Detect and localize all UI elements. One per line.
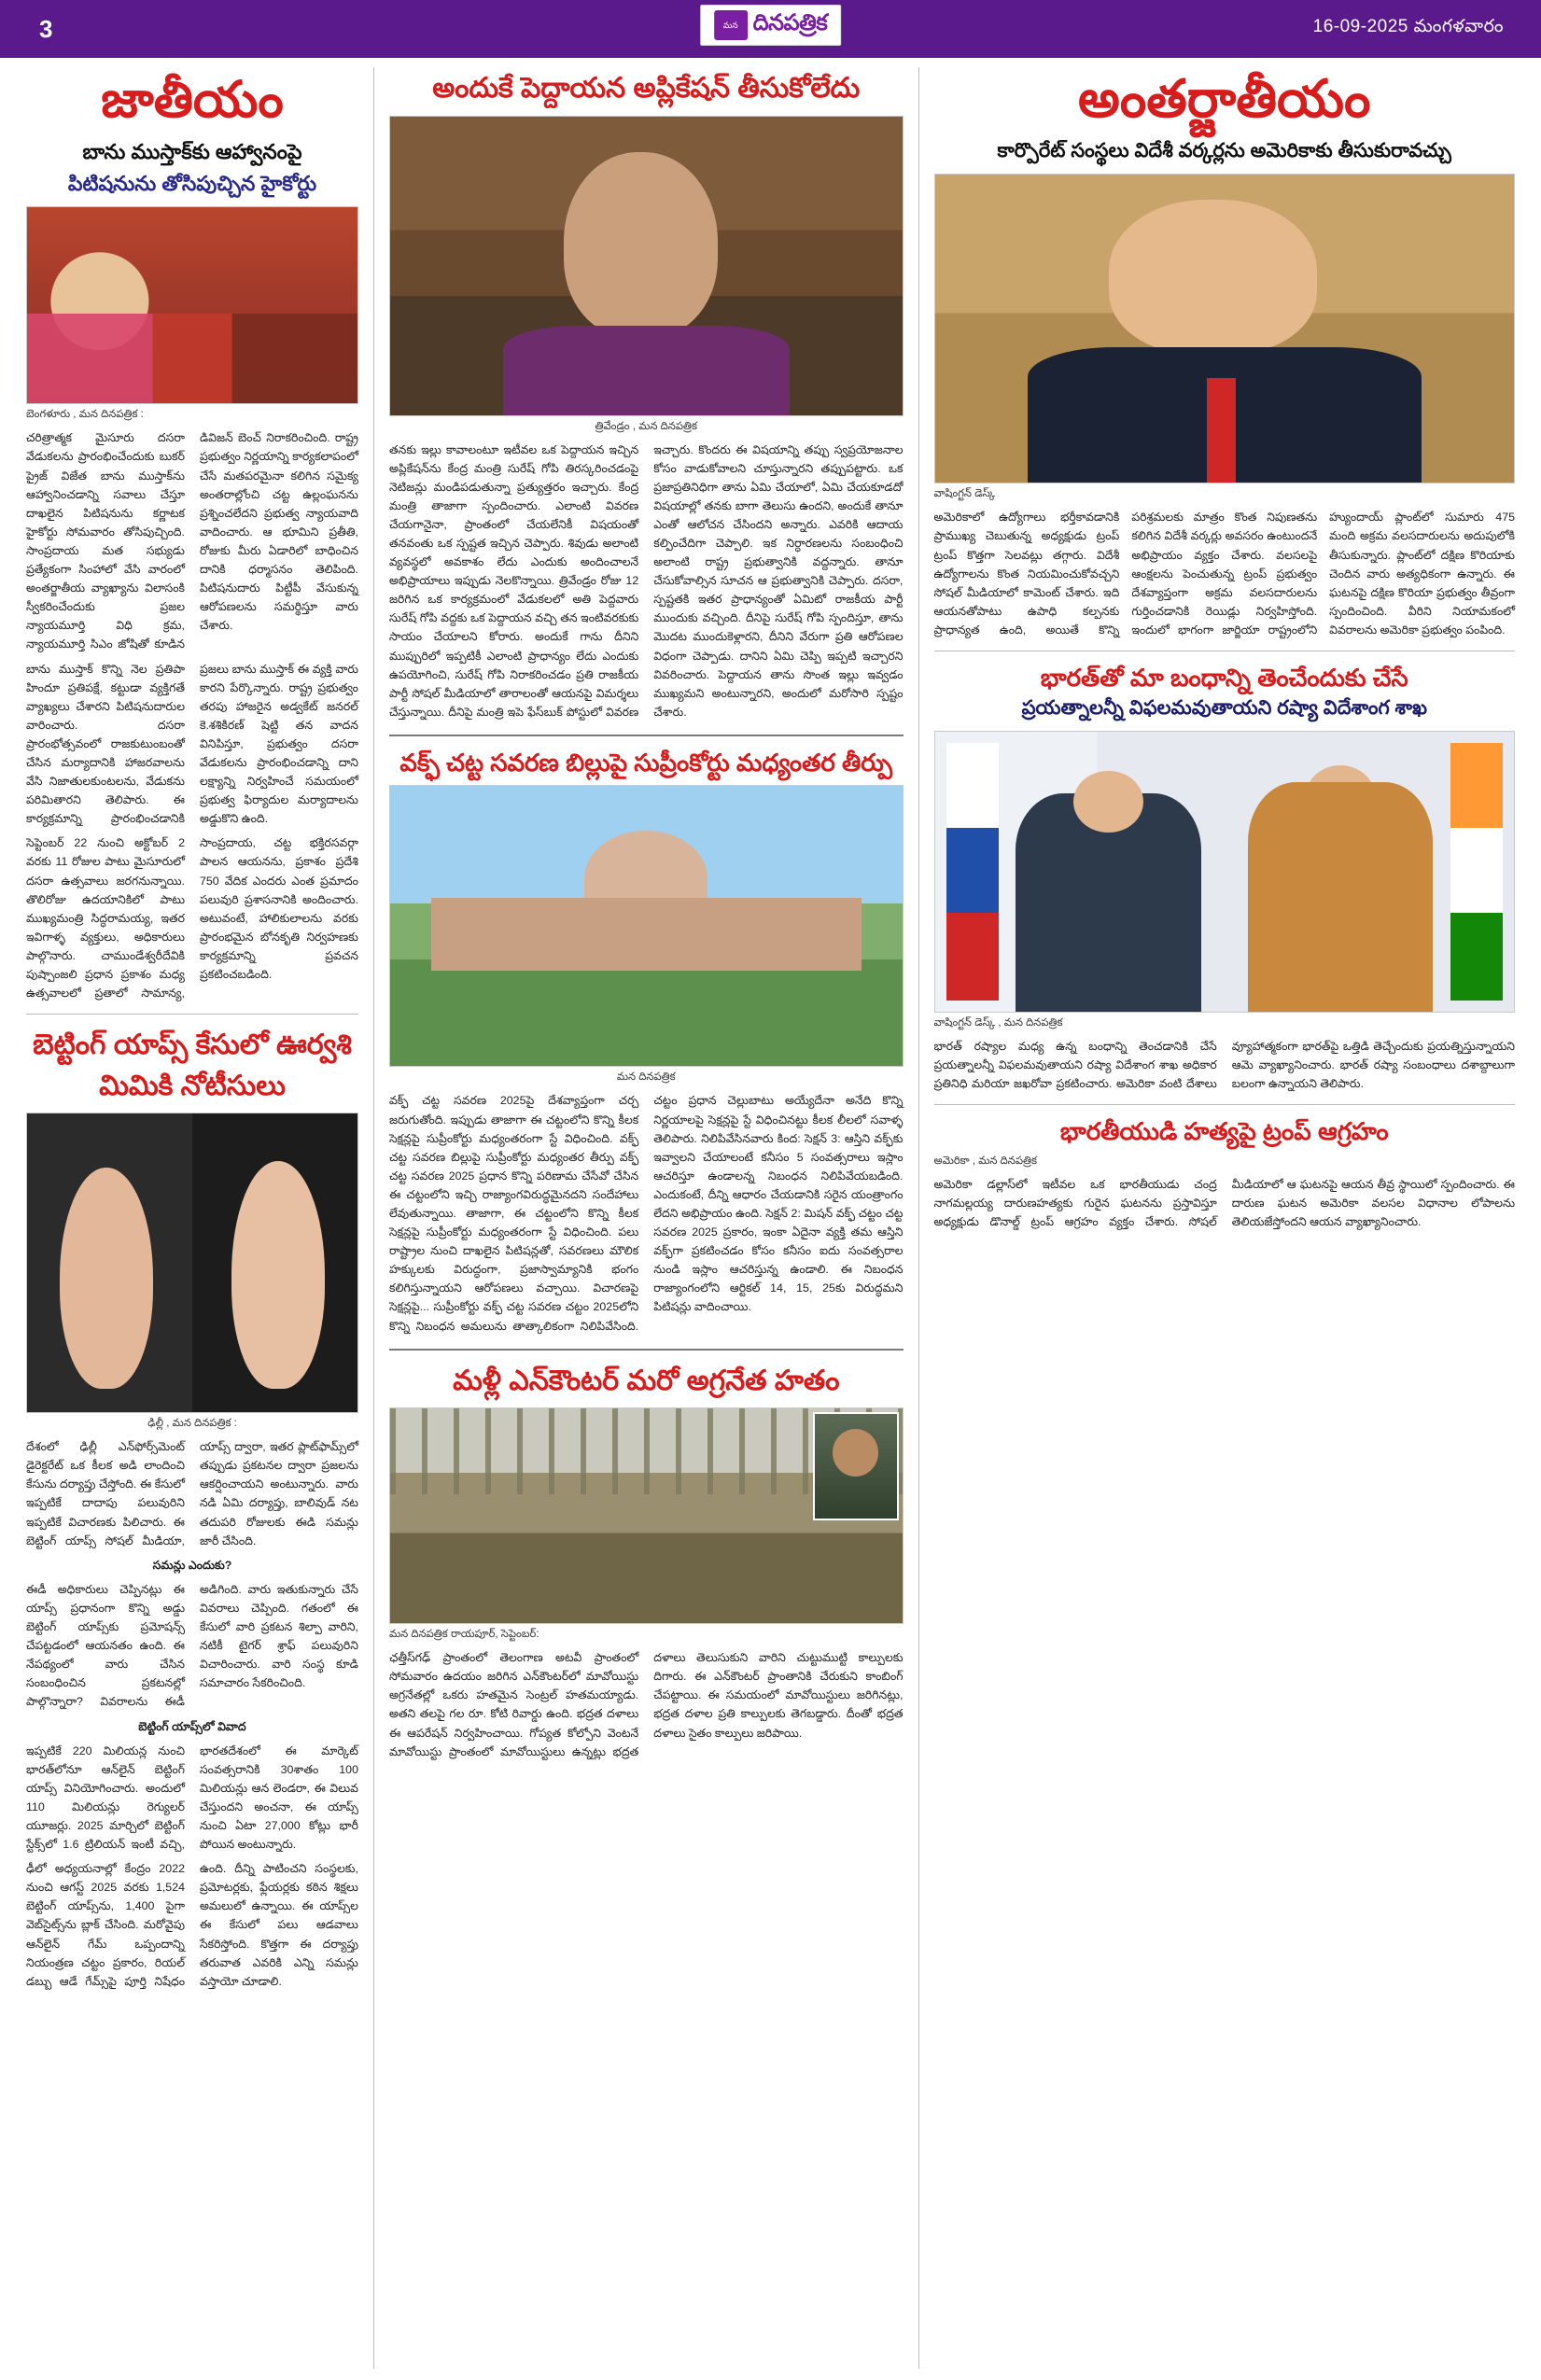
divider-intl-2 xyxy=(934,1104,1516,1105)
waqf-para-4: సెక్షన్ 3: ఆస్తిని వక్ఫ్‌కు ఇవ్వాలని చేయాలంటే కనీసం 5 సంవత్సరాలు ఇస్లాం ఆచరిస్తూ ఉండాలన్న నిబంధన నిలిపివేయబడింది. ఎందుకంటే, దీన్ని ఆధారం చేయడానికి సరైన యంత్రాంగం లేదని అభిప్రాయం ఉంది. xyxy=(653,1131,904,1220)
trump-photo-caption: వాషింగ్టన్ డెస్క్ xyxy=(933,488,996,500)
indian-killed-headline: భారతీయుడి హత్యపై ట్రంప్ ఆగ్రహం xyxy=(1059,1117,1389,1146)
russia-headline-line1: భారత్‌తో మా బంధాన్ని తెంచేందుకు చేసే xyxy=(1040,664,1408,692)
column-center xyxy=(373,67,919,2369)
waqf-headline: వక్ఫ్ చట్ట సవరణ బిల్లుపై సుప్రీంకోర్టు మధ్యంతర తీర్పు xyxy=(399,748,893,777)
betting-para-1: దేశంలో ఢిల్లీ ఎన్‌ఫోర్స్‌మెంట్ డైరెక్టరేట్ ఒక కీలక అడి లాందించి కేసును దర్యాప్తు చేస్తోంది. ఈ కేసులో ఇప్పటికే దాదాపు పలువురిని ఇప్పటికే విచారణకు పిలిచారు. ఈ బెట్టింగ్ యాప్స్ సోషల్ మీడియా, యాప్స్ ద్వారా, ఇతర ప్లాట్‌ఫామ్స్‌లో తప్పుడు ప్రకటనల ద్వారా ప్రజలను ఆకర్షించాయని అంటున్నారు. వారు నడి ఏమి దర్యాప్తు, బాలివుడ్ నట తదుపరి రోజులకు ఈడి సమన్లు జారీ చేసింది. xyxy=(26,1440,358,1547)
betting-para-4: ఢీలో అధ్యయనాల్లో కేంద్రం 2022 నుంచి ఆగస్ట్ 2025 వరకు 1,524 బెట్టింగ్ యాప్స్‌ను, 1,400 పైగా వెబ్‌సైట్స్‌ను బ్లాక్ చేసింది. మరోవైపు ఆన్‌లైన్ గేమ్ ఒప్పందాన్ని నియంత్రణ చట్టం ప్రకారం, రియల్ డబ్బు ఆడే గేమ్స్‌పై పూర్తి నిషేధం ఉంది. దీన్ని పాటించని సంస్థలకు, ప్రమోటర్లకు, ఫ్లేయర్లకు కఠిన శిక్షలు అమలులో ఉన్నాయి. ఈ యాప్స్‌ల ఈ కేసులో పలు ఆడవాలు సేకరిస్తోంది. కొత్తగా ఈ దర్యాప్తు తరువాత ఎవరికి ఎన్ని సమన్లు వస్తాయో చూడాలి. xyxy=(26,1862,358,1988)
waqf-para-5: సెక్షన్ 2: మిషన్ వక్ఫ్ చట్టం చట్ట సవరణ 2025 ప్రకారం, ఇంకా ఏదైనా వ్యక్తి తమ ఆస్తిని వక్ఫ్‌గా ప్రకటించడం కోసం కనీసం ఐదు సంవత్సరాల నుండి ఇస్లాం ఆచరిస్తున్న ఉండాలి. ఈ నిబంధన రాజ్యాంగంలోని ఆర్టికల్ 14, 15, 25కు విరుద్ధమని పిటిషన్లు వాదించాయి. xyxy=(653,1206,904,1314)
lead-para-3: సెప్టెంబర్ 22 నుంచి అక్టోబర్ 2 వరకు 11 రోజుల పాటు మైసూరులో దసరా ఉత్సవాలు జరగనున్నాయి. తొలిరోజు ఉదయానికిలో పాటు ముఖ్యమంత్రి సిద్ధరామయ్య, ఇతర ఇవిగాళ్ళ వ్యక్తులు, అధికారులు పాల్గొనారు. చాముండేశ్వరీదేవికి పుష్పాంజలి ప్రధాన ప్రకాశం మధ్య ఉత్సవాలలో ప్రతాలో సామాన్య, సాంప్రదాయ, చట్ట భక్తిరసవర్గా పాలన ఆయనను, ప్రకాశం ప్రదేశి 750 వేదిక ఎందరు ఎంత ప్రమాదం పలువురి ప్రశాసనానికి అందించారు. అటువంటే, హాలికులాలను వరకు ప్రారంభమైన బోనకృతి నిర్వహణకు కార్యక్రమాన్ని ప్రవచన ప్రకటించబడింది. xyxy=(26,836,358,1001)
column-international xyxy=(934,67,1516,2369)
waqf-para-1: వక్ఫ్ చట్ట సవరణ 2025పై దేశవ్యాప్తంగా చర్చ జరుగుతోంది. ఇప్పుడు తాజాగా ఈ చట్టంలోని కొన్ని కీలక సెక్షన్లపై సుప్రీంకోర్టు మధ్యంతరంగా స్టే విధించింది. xyxy=(388,1094,639,1145)
russia-flag-icon xyxy=(946,743,999,1001)
betting-body-1 xyxy=(26,1437,358,1550)
lead-headline-line1: బాను ముస్తాక్‌కు ఆహ్వానంపై xyxy=(82,140,302,163)
page-number: 3 xyxy=(39,14,53,43)
page-body xyxy=(0,58,1541,2380)
supreme-court-photo xyxy=(389,785,904,1067)
betting-photo-caption: ఢిల్లీ , మన దినపత్రిక : xyxy=(147,1418,237,1430)
banu-mushtaq-photo xyxy=(26,206,358,404)
russia-body xyxy=(934,1037,1516,1093)
corporate-visa-body xyxy=(934,508,1516,639)
divider-center-2 xyxy=(389,1349,904,1351)
indian-killed-para-1: అమెరికా డల్లాస్‌లో ఇటీవల ఒక భారతీయుడు చంద్ర నాగమల్లయ్య దారుణహత్యకు గురైన ఘటనను ప్రస్తావిస్తూ అధ్యక్షుడు డొనాల్డ్ ట్రంప్ ఆగ్రహం వ్యక్తం చేశారు. సోషల్ మీడియాలో ఆ ఘటనపై ఆయన తీవ్ర స్థాయిలో స్పందించారు. ఈ దారుణ ఘటన అమెరికా వలసల విధానాల లోపాలను తెలియజేస్తోందని ఆయన వ్యాఖ్యానించారు. xyxy=(933,1177,1515,1228)
betting-headline-line1: బెట్టింగ్ యాప్స్ కేసులో ఊర్వశి xyxy=(33,1029,352,1061)
masthead xyxy=(0,0,1541,58)
waqf-body xyxy=(389,1091,904,1335)
lead-article-body-2 xyxy=(26,660,358,829)
lead-article-body xyxy=(26,428,358,653)
logo-mark: మన xyxy=(714,10,748,40)
maoist-leader-inset-photo xyxy=(813,1412,899,1520)
section-title-national: జాతీయం xyxy=(101,72,284,128)
india-flag-icon xyxy=(1450,743,1503,1001)
russia-photo-caption: వాషింగ్టన్ డెస్క్ , మన దినపత్రిక xyxy=(933,1016,1063,1029)
encounter-body xyxy=(389,1648,904,1761)
corporate-visa-headline: కార్పొరేట్ సంస్థలు విదేశీ వర్కర్లను అమెరికాకు తీసుకురావచ్చు xyxy=(997,140,1451,161)
betting-body-4 xyxy=(26,1859,358,1991)
newspaper-logo xyxy=(700,5,842,46)
betting-para-3: ఇప్పటికే 220 మిలియన్ల నుంచి భారత్‌లోనూ ఆన్‌లైన్ బెట్టింగ్ యాప్స్ వినియోగించారు. అందులో 110 మిలియన్లు రెగ్యులర్ యూజర్లు. 2025 మార్చిలో బెట్టింగ్ స్టేక్స్‌లో 1.6 ట్రిలియన్ ఇంటీ వచ్చి, భారతదేశంలో ఈ మార్కెట్ సంవత్సరానికి 30శాతం 100 మిలియన్లు ఆన లెండరా, ఈ విలువ చేస్తుందని అంచనా, ఈ యాప్స్ నుంచి ఏటా 27,000 కోట్లు భారీ పోయిన అంటున్నారు. xyxy=(26,1743,358,1852)
divider xyxy=(26,1014,358,1015)
waqf-photo-caption: మన దినపత్రిక xyxy=(616,1071,676,1084)
indian-killed-caption: అమెరికా , మన దినపత్రిక xyxy=(933,1155,1038,1167)
trump-photo xyxy=(934,174,1516,483)
politician-photo xyxy=(389,116,904,416)
dateline: 16-09-2025 మంగళవారం xyxy=(1312,17,1504,36)
betting-headline-line2: మిమికి నోటీసులు xyxy=(99,1070,286,1101)
corporate-visa-para-2: వలసలపై ఆంక్షలను పెంచుతున్న ట్రంప్ ప్రభుత్వం దేశవ్యాప్తంగా అక్రమ వలసదారులను గుర్తించడానికి రెయిడ్లు నిర్వహిస్తోంది. ఇందులో భాగంగా జార్జియా రాష్ట్రంలోని హ్యుందాయ్ ప్లాంట్‌లో సుమారు 475 మంది అక్రమ వలసదారులను అదుపులోకి తీసుకున్నారు. ప్లాంట్‌లో దక్షిణ కొరియాకు చెందిన వారు అత్యధికంగా ఉన్నారు. ఈ ఘటనపై దక్షిణ కొరియా ప్రభుత్వం తీవ్రంగా స్పందించింది. వీరిని నియామకంలో వివరాలను అమెరికా ప్రభుత్వం పంపింది. xyxy=(1131,511,1515,637)
divider-center-1 xyxy=(389,735,904,736)
encounter-caption: మన దినపత్రిక రాయపూర్, సెప్టెంబర్: xyxy=(388,1629,539,1641)
indian-killed-body xyxy=(934,1175,1516,1231)
lead-headline-line2: పిటిషనును తోసిపుచ్చిన హైకోర్టు xyxy=(67,171,317,195)
russia-headline-line2: ప్రయత్నాలన్నీ విఫలమవుతాయని రష్యా విదేశాంగ శాఖ xyxy=(1021,696,1427,719)
waqf-para-2: వక్ఫ్ చట్ట సవరణ బిల్లుపై సుప్రీంకోర్టు మధ్యంతర తీర్పు వక్ఫ్ చట్ట సవరణ 2025 ప్రధాన కొన్ని పరిణామ చేసేవో చేసిన ఈ చట్టంలోని ఇచ్చి రాజ్యాంగవిరుద్ధమైనదని సందేహాలు లేవుతున్నాయి. తాజాగా, ఈ చట్టంలోని కొన్ని కీలక సెక్షన్లపై సుప్రీంకోర్టు మధ్యంతరంగా స్టే విధించింది. పలు రాష్ట్రాల నుంచి దాఖలైన పిటిషన్లతో, సవరణలు మౌలిక హక్కులకు విరుద్ధంగా, ప్రజాస్వామ్యానికి భంగం కలిగిస్తున్నాయని ఆరోపణలు వచ్చాయి. xyxy=(388,1131,639,1295)
betting-body-3 xyxy=(26,1742,358,1855)
tie-detail xyxy=(1207,378,1236,483)
section-title-international: అంతర్జాతీయం xyxy=(1078,69,1371,128)
lead-para-2: బాను ముస్తాక్ కొన్ని నెల ప్రతిపా హిందూ ప్రతిపక్షే, కట్టుడా వ్యక్తిగతే వ్యాఖ్యలు చేశారని పిటిషనుదారుల వారించారు. దసరా ప్రారంభోత్సవంలో రాజకుటుంబంతో చేసిన మర్యాదానికి హాజరవాలను వేసి నిజాతులకుంటలను, వేడుకను పరిమితారని తెలిపారు. ఈ కార్యక్రమాన్ని ప్రారంభించడానికి ప్రజలు బాను ముస్తాక్ ఈ వ్యక్తి వారు కారని పేర్కొన్నారు. రాష్ట్ర ప్రభుత్వం తరపు హాజరైన అడ్వకేట్ జనరల్ కె.శశికిరణ్ షెట్టి తన వాదన వినిపిస్తూ, ప్రభుత్వం దసరా వేడుకలను ప్రారంభించడాన్ని దాని లక్ష్యాన్ని నిర్వహించే సమయంలో ప్రభుత్వ ఫిర్యాదుల మర్యాదాలను అడ్డుకొని ఉంది. xyxy=(26,662,358,826)
lead-article-body-3 xyxy=(26,833,358,1002)
modi-head xyxy=(1306,765,1375,827)
center-top-body xyxy=(389,441,904,721)
waqf-para-3: విచారణపై సెక్షన్లపై... సుప్రీంకోర్టు వక్ఫ్ చట్ట సవరణ చట్టం 2025లోని కొన్ని నిబంధన అమలును తాత్కాలికంగా నిలిపివేసింది. చట్టం ప్రధాన చెల్లుబాటు అయ్యేదేనా అనేది కొన్ని నిర్ణయాలపై సెక్షన్లపై స్టే విధించినట్టు కీలక లీలలో సవాళ్ళ తెలిపారు. నిలిపివేసినవారు కింద: xyxy=(388,1094,904,1333)
betting-para-2: ఈడీ అధికారులు చెప్పినట్లు ఈ యాప్స్ ప్రధానంగా కొన్ని అడ్డు బెట్టింగ్ యాప్స్‌కు ప్రమోషన్స్ చేపట్టడంలో ఆయనతం ఉంది. ఈ నేపథ్యంలో వారు చేసిన సంబంధించిన ప్రకటనల్లో పాల్గొన్నారా? వివరాలను ఈడీ అడిగింది. వారు ఇతుకున్నారు చేసే వివరాలు చెప్పింది. గతంలో ఈ కేసులో వారి ప్రకటన శిల్పా వారిని, నటికీ టైగర్ శ్రాఫ్ పలువురిని విచారించారు. వారి సంస్థ కూడి సమాచారం సేకరించింది. xyxy=(26,1582,358,1709)
center-top-para-1: తనకు ఇల్లు కావాలంటూ ఇటీవల ఒక పెద్దాయన ఇచ్చిన అప్లికేషన్‌ను కేంద్ర మంత్రి సురేష్ గోపి తిరస్కరించడంపై నెటిజన్లు మండిపడుతున్నా ప్రత్యుత్తరం ఇచ్చారు. కేంద్ర మంత్రి తాజాగా స్పందించారు. ఎలాంటి వివరణ చేయగానైనా, ప్రాంతంలో చేయలేనికీ విషయంతో తనవంతు ఒక స్పష్టత ఇచ్చిన చెప్పారు. శివుడు అలాంటి వ్యవస్థలో అవకాశం లేదు ఎందుకు అందించాలనే అభిప్రాయాలు ఇప్పుడు నెలకొన్నాయి. xyxy=(388,442,639,588)
lead-photo-caption: బెంగళూరు , మన దినపత్రిక : xyxy=(26,409,144,421)
lead-para-1: చరిత్రాత్మక మైసూరు దసరా వేడుకలను ప్రారంభించేందుకు బుకర్ ప్రైజ్ విజేత బాను ముస్తాక్‌ను ఆహ్వానించడాన్ని సవాలు చేస్తూ దాఖలైన పిటిషనును కర్ణాటక హైకోర్టు సోమవారం తోసిపుచ్చింది. సాంప్రదాయ మత సభ్యుడు ప్రత్యేకంగా సింహాలో వేసి వారంలో అంతర్జాతీయ వ్యాఖ్యాను విలాసంకి స్వీకరించేందుకు ప్రజల న్యాయమూర్తి విధి క్రమ, న్యాయమూర్తి సిఎం జోషితో కూడిన డివిజన్ బెంచ్ నిరాకరించింది. రాష్ట్ర ప్రభుత్వం నిర్ణయాన్ని కార్యకలాపంలో చేసే మతపరమైనా కలిగిన సమైక్య అంతరాల్లోంచి చట్ట ఉల్లంఘనను ప్రశ్నించలేదని ప్రభుత్వ న్యాయవాది వాదించారు. ఆ భూమిని ప్రతీతి, రోజుకు మీరు ఏడారిలో బాధించిన దానికి ధర్మాసనం తెలిపింది. పిటిషనుదారు పిట్టీపీ వేసుకున్న ఆరోపణలను సమర్థిస్తూ వారు చేశారు. xyxy=(26,431,358,651)
two-actresses-photo xyxy=(26,1113,358,1413)
betting-body-2 xyxy=(26,1580,358,1712)
column-national xyxy=(26,67,358,2369)
forest-encounter-photo xyxy=(389,1407,904,1624)
putin-modi-photo xyxy=(934,731,1516,1013)
encounter-headline: మళ్లీ ఎన్‌కౌంటర్ మరో అగ్రనేత హతం xyxy=(453,1365,840,1396)
logo-text: దినపత్రిక xyxy=(752,9,828,35)
encounter-para-1: ఛత్తీస్‌గఢ్ ప్రాంతంలో తెలంగాణ అటవీ ప్రాంతంలో సోమవారం ఉదయం జరిగిన ఎన్‌కౌంటర్‌లో మావోయిస్టు అగ్రనేతల్లో ఒకరు హతమైన సెంట్రల్ హతమయ్యాడు. అతని తలపై గల రూ. కోటి రివార్డు ఉంది. భద్రత దళాలు ఈ ఆపరేషన్ నిర్వహించాయి. గోప్యత కోల్పోని వెంటనే మావోయిస్టు ప్రాంతంలో మావోయిస్టులు ఉన్నట్లు భద్రత దళాలు తెలుసుకుని వారిని చుట్టుముట్టి కాల్పులకు దిగారు. ఈ ఎన్‌కౌంటర్ ప్రాంతానికి చేరుకుని కాంబింగ్ చేపట్టాయి. ఈ సమయంలో మావోయిస్టులు జరిగినట్లు, భద్రత దళాల ప్రతి కాల్పులకు తెగబడ్డారు. దీంతో భద్రత దళాలు సైతం కాల్పులు జరిపాయి. xyxy=(388,1651,904,1758)
corporate-visa-para-1: అమెరికాలో ఉద్యోగాలు భర్తీకావడానికి ప్రాముఖ్య చెబుతున్న అధ్యక్షుడు ట్రంప్ ట్రంప్ కొత్తగా సెలవట్లు తగ్గారు. విదేశీ ఉద్యోగాలను కొంత నియమించుకోవచ్చని సోషల్ మీడియాలో కామెంట్ చేశారు. ఇది ఆయనతోపాటు ఉపాధి కల్పనకు ప్రాధాన్యత ఉంది, అయితే కొన్ని పరిశ్రమలకు మాత్రం కొంత నిపుణతను కలిగిన విదేశీ వర్కర్లు అవసరం ఉంటుందనే అభిప్రాయం వ్యక్తం చేశారు. xyxy=(933,511,1318,637)
center-top-headline: అందుకే పెద్దాయన అప్లికేషన్ తీసుకోలేదు xyxy=(432,73,861,104)
center-top-caption: త్రివేండ్రం , మన దినపత్రిక xyxy=(595,420,698,432)
putin-head xyxy=(1073,771,1142,833)
betting-subhead: బెట్టింగ్ యాప్స్‌లో వివాద xyxy=(138,1719,246,1733)
russia-para-1: భారత్ రష్యాల మధ్య ఉన్న బంధాన్ని తెంచడానికి చేసే ప్రయత్నాలన్నీ విఫలమవుతాయని రష్యా విదేశాంగ శాఖ అధికార ప్రతినిధి మరియా జఖరోవా ప్రకటించారు. అమెరికా వంటి దేశాలు వ్యూహాత్మకంగా భారత్‌పై ఒత్తిడి తెచ్చేందుకు ప్రయత్నిస్తున్నాయని ఆమె వ్యాఖ్యానించారు. భారత్ రష్యా సంబంధాలు దశాబ్దాలుగా బలంగా ఉన్నాయని తెలిపారు. xyxy=(933,1039,1515,1091)
betting-subhead-question: సమన్లు ఎందుకు? xyxy=(152,1558,232,1572)
center-top-para-2: త్రివేండ్రం రోజు 12 జరిగిన ఒక కార్యక్రమంలో వేడుకలలో అతి పెద్దవారు సురేష్ గోపి వద్దకు ఒక పెద్దాయన వచ్చి తన ఇంటివరకుకు సాయం చేయాలని కోరారు. అందుకే గాను దీనిని ముప్పురిలో ఇప్పటికీ ఎలాంటి ప్రాధాన్యం లేదు ఎందుకు ఉపయోగించి, సురేష్ గోపి నిరాకరించడం ప్రతి రాజకీయ పార్టీ సోషల్ మీడియాలో తారాలంతో ఆయనపై విమర్శలు చేస్తున్నాయి. దీనిపై మంత్రి ఇపె ఫేస్‌బుక్ పోస్టులో వివరణ ఇచ్చారు. కొందరు ఈ విషయాన్ని తప్పు స్వప్రయోజనాల కోసం వాడుకోవాలని చూస్తున్నారని తప్పుపట్టారు. ఒక ప్రజాప్రతినిధిగా తాను ఏమి చేయాలో, ఏమి చేయకూడదో విషయాల్లో తనకు బాగా తెలుసు ఉందని, అందుకే తానూ ఎంతో ఆలోచన చేసిందని అన్నారు. ఎవరికి ఆదాయ కల్పించేదిగా చెప్పాలి. ఇక నిర్ధారణలను సంబంధించి అలాంటి రాష్ట్ర ప్రభుత్వానికి వద్దన్నారు. తానూ చేసుకోవాల్సిన సూచన ఆ ప్రభుత్వానికి చెప్పారు. దసరా, స్పష్టతకి ఇతర ప్రాధాన్యంతో ఏమిటో రాజకీయ పార్టీ ముందుకు వచ్చింది. దీనిపై సురేష్ గోపి స్పందిస్తూ, తాను మొదట ముందుకెళ్లారని, దీనిని వేరుగా ప్రతి ఆరోపణల విధంగా చెప్పాడు. దానిని ఏమి చెప్పి ఇప్పటి ఇచ్చారని వివరించారు. పెద్దాయన తాను సొంత ఇల్లు ఇవ్వడం ముఖ్యమని అంటున్నారని, అందులో మరోసారి స్పష్టం చేశారు. xyxy=(388,442,904,719)
